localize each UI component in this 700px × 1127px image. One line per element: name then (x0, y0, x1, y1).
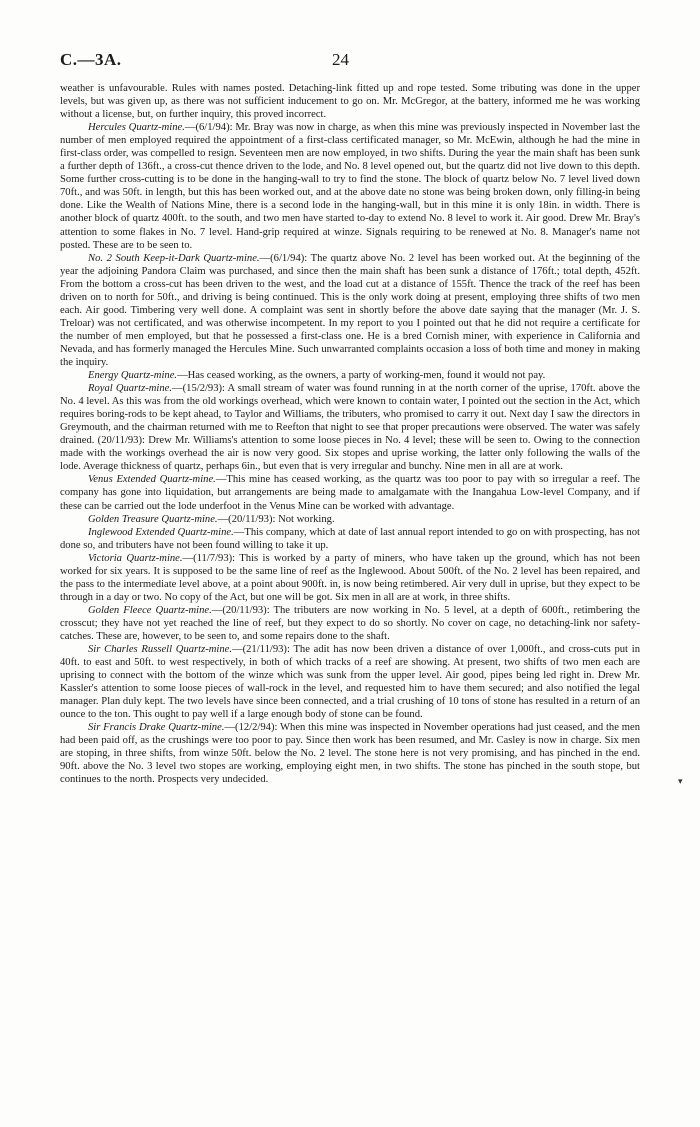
paragraph-sir-charles-russell (60, 643, 640, 721)
mine-title: Sir Francis Drake Quartz-mine. (88, 722, 225, 734)
paragraph-continuation (60, 82, 640, 121)
paragraph-text: —(15/2/93): A small stream of water was found running in at the north corner of the uprise, 170ft. above the No. 4 level. As this was from the old workings overhead, which were known to contain water, I pointed out the section in the Act, which requires boring-rods to be kept ahead, to Taylor and Williams, the tributers, who promised to carry it out. Next day I saw the directors in Greymouth, and the chairman returned with me to Reefton that night to see that proper precautions were observed. The water was safely drained. (20/11/93): Drew Mr. Williams's attention to some loose pieces in No. 4 level; these will be seen to. Owing to the connection made with the workings overhead the air is now very good. Six stopes and uprise working, the latter only following the walls of the lode. Average thickness of quartz, perhaps 6in., but even that is very irregular and bunchy. Nine men in all are at work. (60, 383, 641, 473)
mine-title: Hercules Quartz-mine. (88, 122, 185, 134)
paragraph-text: —(6/1/94): Mr. Bray was now in charge, as when this mine was previously inspected in November last the number of men employed required the appointment of a first-class certificated manager, so Mr. McEwin, although he had the mine in first-class order, was compelled to resign. Seventeen men are now employed, in two shifts. During the year the main shaft has been sunk a further depth of 136ft., a cross-cut thence driven to the lode, and No. 8 level opened out, but the quartz did not live down to this depth. Some further cross-cutting is to be done in the hanging-wall to try to find the stone. The block of quartz below No. 7 level lived down 70ft., and was 50ft. in length, but this has been worked out, and at the above date no stone was being broken down, only filling-in being done. Like the Wealth of Nations Mine, there is a second lode in the hanging-wall, but in this mine it is only 18in. in width. There is another block of quartz 400ft. to the south, and two men have started to-day to extend No. 8 level to work it. Air good. Drew Mr. Bray's attention to some flakes in No. 7 level. Hand-grip required at winze. Signals requiring to be renewed at No. 8. Manager's name not posted. These are to be seen to. (60, 122, 640, 251)
paragraph-text: —This mine has ceased working, as the quartz was too poor to pay with so irregular a reef. The company has gone into liquidation, but arrangements are being made to amalgamate with the Inangahua Low-level Company, and if these can be carried out the lode underfoot in the Venus Mine can be worked with advantage. (60, 474, 641, 512)
paragraph-text: —(6/1/94): The quartz above No. 2 level has been worked out. At the beginning of the year the adjoining Pandora Claim was purchased, and since then the main shaft has been sunk a distance of 176ft.; total depth, 452ft. From the bottom a cross-cut has been driven to the west, and the load cut at a distance of 155ft. Thence the track of the reef has been driven on to north for 50ft., and driving is being continued. This is the only work doing at present, employing three shifts of two men each. Air good. Timbering very well done. A complaint was sent in shortly before the above date saying that the manager (Mr. J. S. Treloar) was not certificated, and was otherwise incompetent. In my report to you I pointed out that he did not require a certificate for the number of men employed, but that he possessed a first-class one. He is a bred Cornish miner, with experience in California and Nevada, and has formerly managed the Hercules Mine. Such unwarranted complaints occasion a loss of both time and money in making the inquiry. (60, 252, 640, 368)
paragraph-venus-extended (60, 473, 640, 512)
paragraph-text: —(20/11/93): Not working. (217, 513, 335, 525)
document-body (60, 82, 640, 787)
paragraph-sir-francis-drake (60, 721, 640, 786)
paragraph-energy (60, 369, 640, 382)
mine-title: Inglewood Extended Quartz-mine. (88, 526, 234, 538)
mine-title: Royal Quartz-mine. (88, 383, 173, 395)
mine-title: Victoria Quartz-mine. (88, 552, 183, 564)
document-reference: C.—3A. (60, 50, 122, 69)
mine-title: Golden Treasure Quartz-mine. (88, 513, 218, 525)
paragraph-keep-it-dark (60, 252, 640, 369)
mine-title: No. 2 South Keep-it-Dark Quartz-mine. (88, 252, 260, 264)
paragraph-text: —(20/11/93): The tributers are now working in No. 5 level, at a depth of 600ft., retimbering the crosscut; they have not yet reached the line of reef, but they expect to do so shortly. No cover on cage, no detaching-link nor safety-catches. These are, however, to be seen to, and some repairs done to the shaft. (60, 604, 640, 642)
paragraph-victoria (60, 552, 640, 604)
paragraph-inglewood-extended (60, 526, 640, 552)
paragraph-royal (60, 382, 640, 473)
mine-title: Golden Fleece Quartz-mine. (88, 604, 212, 616)
paragraph-text: —Has ceased working, as the owners, a party of working-men, found it would not pay. (177, 370, 546, 382)
mine-title: Sir Charles Russell Quartz-mine. (88, 644, 233, 656)
paragraph-text: —(11/7/93): This is worked by a party of miners, who have taken up the ground, which has not been worked for six years. It is supposed to be the same line of reef as the Inglewood. About 500ft. of the No. 2 level has been repaired, and the pass to the intermediate level above, at a point about 900ft. in, is now being retimbered. Air very dull in uprise, but they expect to be through in a day or two. No copy of the Act, but one will be got. Six men in all are at work, in three shifts. (60, 552, 640, 603)
paragraph-golden-fleece (60, 604, 640, 643)
paragraph-text: weather is unfavourable. Rules with names posted. Detaching-link fitted up and rope tested. Some tributing was done in the upper levels, but was given up, as there was not sufficient inducement to go on. Mr. McGregor, at the battery, informed me he was working without a license, but, on further inquiry, this proved incorrect. (60, 83, 640, 121)
paragraph-text: —(12/2/94): When this mine was inspected in November operations had just ceased, and the men had been paid off, as the crushings were too poor to pay. Since then work has been resumed, and Mr. Casley is now in charge. Six men are stoping, in three shifts, from winze 50ft. below the No. 2 level. The stone here is not very promising, and has pinched in the end. 90ft. above the No. 3 level two stopes are working, employing eight men, in two shifts. The stone has pinched in the south stope, but continues to the north. Prospects very undecided. (60, 722, 640, 786)
mine-title: Energy Quartz-mine. (88, 370, 178, 382)
paragraph-text: —This company, which at date of last annual report intended to go on with prospecting, has not done so, and tributers have not been found willing to take it up. (60, 526, 640, 551)
paragraph-golden-treasure (60, 513, 640, 526)
page-number: 24 (332, 50, 349, 69)
mine-title: Venus Extended Quartz-mine. (88, 474, 216, 486)
paragraph-hercules (60, 121, 640, 251)
paragraph-text: —(21/11/93): The adit has now been driven a distance of over 1,000ft., and cross-cuts put in 40ft. to east and 50ft. to west respectively, in both of which tracks of a reef are showing. At present, two shifts of two men each are uprising to connect with the bottom of the winze which was sunk from the upper level. Air good, pipes being led right in. Drew Mr. Kassler's attention to some loose pieces of wall-rock in the level, and requested him to have them secured; and also notified the legal manager. Plan duly kept. The two levels have since been connected, and a trial crushing of 10 tons of stone has resulted in a return of an ounce to the ton. This ought to pay well if a large enough body of stone can be found. (60, 644, 640, 721)
margin-mark-icon: ▾ (678, 776, 683, 786)
